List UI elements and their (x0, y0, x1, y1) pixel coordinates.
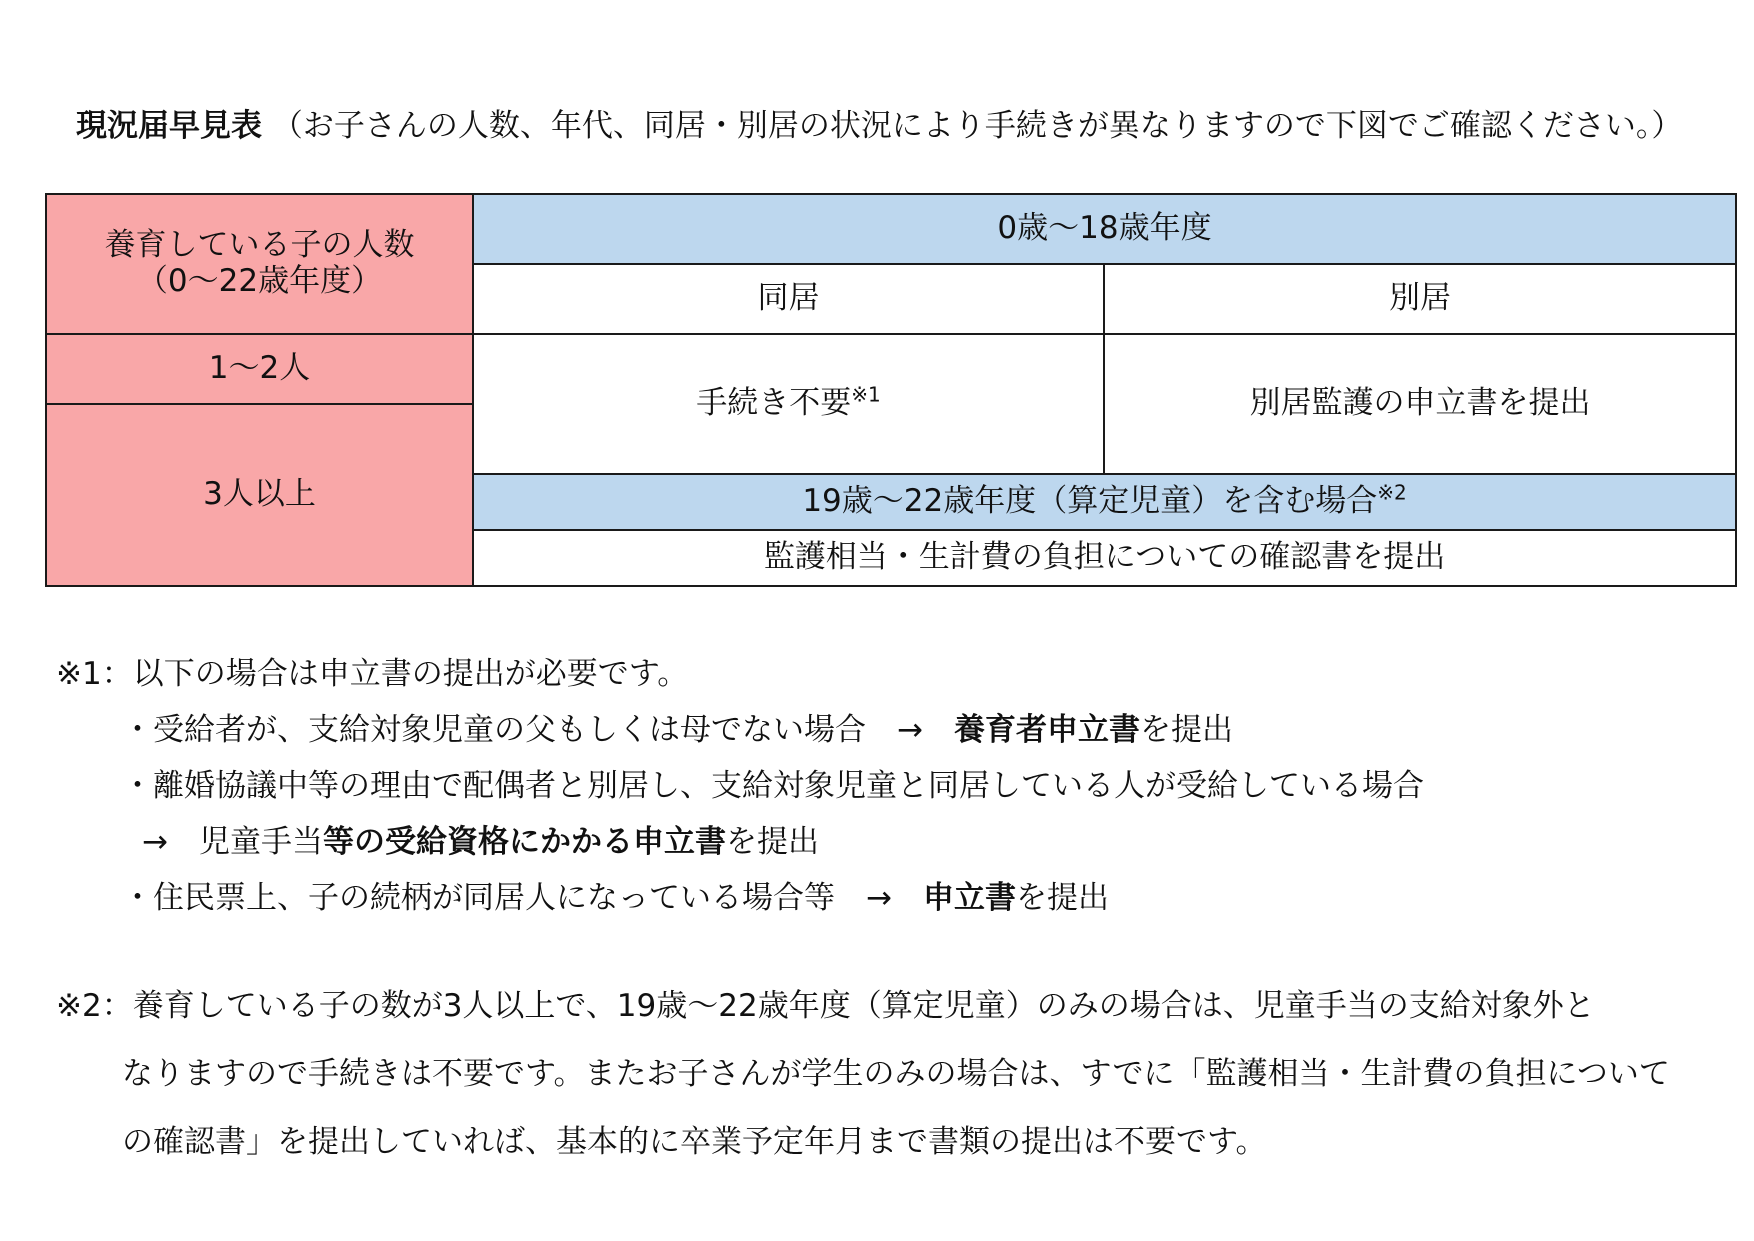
cell-no-procedure-text: 手続き不要 (696, 385, 852, 422)
header-separate: 別居 (1104, 264, 1736, 334)
note1-item2-line1: ・離婚協議中等の理由で配偶者と別居し、支給対象児童と同居している人が受給している場合 (122, 768, 1424, 804)
note1-item1-tail: を提出 (1139, 712, 1233, 748)
page-title (76, 100, 1682, 145)
note2-line2: なりますので手続きは不要です。またお子さんが学生のみの場合は、すでに「監護相当・生計費の負担について (122, 1056, 1670, 1092)
title-subtitle: （お子さんの人数、年代、同居・別居の状況により手続きが異なりますので下図でご確認ください。） (271, 108, 1683, 144)
note1-heading: ※1：以下の場合は申立書の提出が必要です。 (56, 656, 689, 692)
note1-item2-line2 (142, 816, 819, 861)
note1-item1-bold: 養育者申立書 (953, 712, 1140, 748)
note1-item2-tail: を提出 (725, 824, 819, 860)
note2-line3: の確認書」を提出していれば、基本的に卒業予定年月まで書類の提出は不要です。 (122, 1124, 1267, 1160)
corner-label (46, 194, 473, 334)
cell-no-procedure (473, 334, 1104, 474)
note1-item2-arrow: → 児童手当 (142, 824, 323, 860)
note1-item1-text: ・受給者が、支給対象児童の父もしくは母でない場合 → (122, 712, 954, 748)
note1-item3 (122, 872, 1109, 917)
quick-reference-table (45, 193, 1737, 587)
header-age-19-22 (473, 474, 1736, 530)
header-cohabit: 同居 (473, 264, 1104, 334)
header-age-0-18: 0歳～18歳年度 (473, 194, 1736, 264)
note2-line1: ※2：養育している子の数が3人以上で、19歳～22歳年度（算定児童）のみの場合は、児童手当の支給対象外と (56, 988, 1595, 1024)
row-label-1-2: 1～2人 (46, 334, 473, 404)
cell-confirmation: 監護相当・生計費の負担についての確認書を提出 (473, 530, 1736, 586)
cell-separate-submit: 別居監護の申立書を提出 (1104, 334, 1736, 474)
title-main: 現況届早見表 (76, 108, 262, 144)
note1-item3-bold: 申立書 (922, 880, 1016, 916)
row-label-3plus: 3人以上 (46, 404, 473, 586)
corner-label-line1: 養育している子の人数 (104, 227, 415, 264)
note1-item3-tail: を提出 (1015, 880, 1109, 916)
header-age-19-22-text: 19歳～22歳年度（算定児童）を含む場合 (802, 483, 1378, 520)
note1-item2-bold: 等の受給資格にかかる申立書 (322, 824, 726, 860)
corner-label-line2: （0～22歳年度） (136, 263, 383, 299)
note-ref-2: ※2 (1377, 480, 1407, 505)
note1-item1 (122, 704, 1233, 749)
note1-item3-text: ・住民票上、子の続柄が同居人になっている場合等 → (122, 880, 923, 916)
note-ref-1: ※1 (851, 382, 881, 407)
